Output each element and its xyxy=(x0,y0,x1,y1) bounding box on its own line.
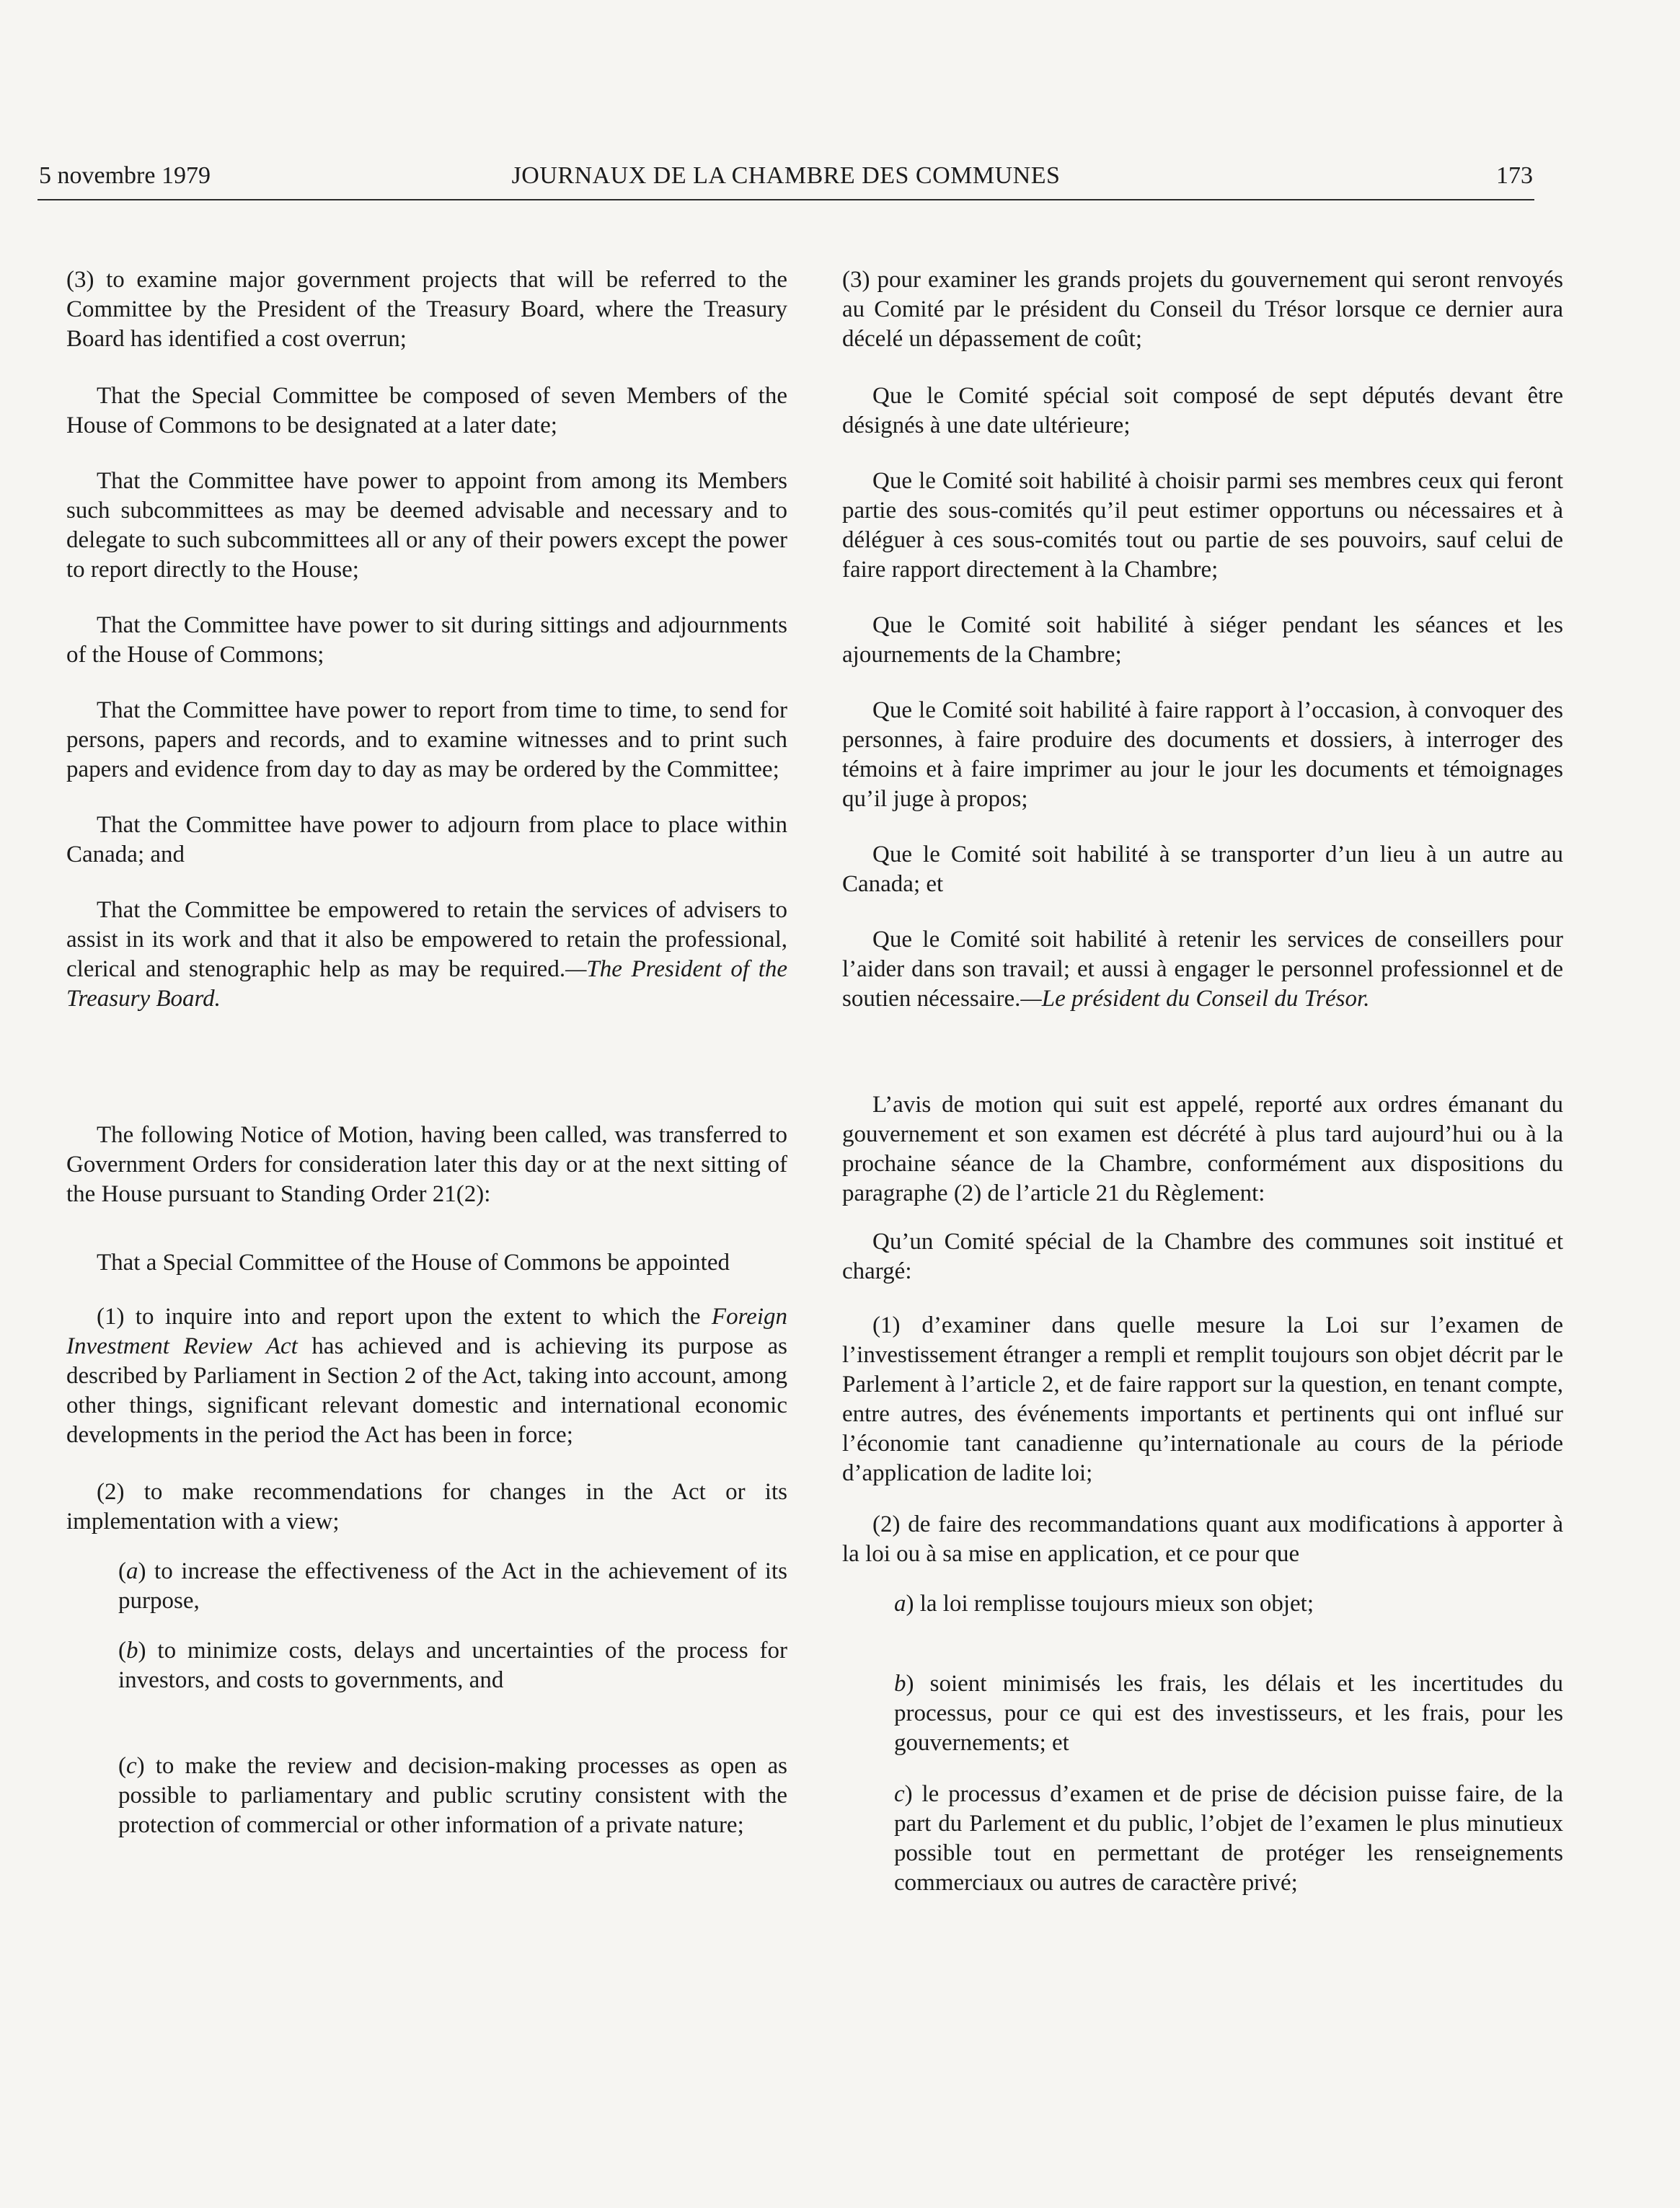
page-number: 173 xyxy=(1496,162,1533,189)
item-b-en: (b) to minimize costs, delays and uncertainties of the process for investors, and costs to governments, and xyxy=(118,1638,787,1693)
act-title: Foreign Investment Review Act xyxy=(66,1304,787,1359)
signature-fr: —Le président du Conseil du Trésor. xyxy=(1020,986,1370,1012)
clause-2-fr: (2) de faire des recommandations quant aux modifications à apporter à la loi ou à sa mise en application, et ce pour que xyxy=(842,1511,1563,1567)
clause-3-fr: (3) pour examiner les grands projets du gouvernement qui seront renvoyés au Comité par le président du Conseil du Trésor lorsque ce dernier aura décelé un dépassement de coût; xyxy=(842,267,1563,352)
item-c-fr: c) le processus d’examen et de prise de décision puisse faire, de la part du Parlement et du public, l’objet de l’examen le plus minutieux possible tout en permettant de protéger les renseignements commerciaux ou autres de caractère privé; xyxy=(894,1781,1563,1896)
sittings-paragraph-en: That the Committee have power to sit during sittings and adjournments of the House of Commons; xyxy=(66,612,787,668)
special-committee-en: That a Special Committee of the House of Commons be appointed xyxy=(97,1250,730,1276)
clause-1-fr: (1) d’examiner dans quelle mesure la Loi sur l’examen de l’investissement étranger a rempli et remplit toujours son objet décrit par le Parlement à l’article 2, et de faire rapport sur la question, en tenant compte, entre autres, des événements importants et pertinents qui ont influé sur l’économie tant canadienne qu’internationale au cours de la période d’application de ladite loi; xyxy=(842,1312,1563,1486)
running-header xyxy=(37,160,1534,200)
adjourn-paragraph-en: That the Committee have power to adjourn from place to place within Canada; and xyxy=(66,812,787,867)
advisers-paragraph-fr xyxy=(842,925,1563,1014)
english-column xyxy=(66,265,787,1840)
subcommittees-paragraph-fr: Que le Comité soit habilité à choisir parmi ses membres ceux qui feront partie des sous-comités qu’il peut estimer opportuns ou nécessaires et à déléguer à ces sous-comités tout ou partie de ses pouvoirs, sauf celui de faire rapport directement à la Chambre; xyxy=(842,468,1563,583)
item-c-en: (c) to make the review and decision-making processes as open as possible to parliamentary and public scrutiny consistent with the protection of commercial or other information of a private nature; xyxy=(118,1753,787,1838)
clause-2-en: (2) to make recommendations for changes in the Act or its implementation with a view; xyxy=(66,1479,787,1534)
header-title: JOURNAUX DE LA CHAMBRE DES COMMUNES xyxy=(511,162,1061,189)
french-column xyxy=(842,265,1563,1898)
subcommittees-paragraph-en: That the Committee have power to appoint from among its Members such subcommittees as may be deemed advisable and necessary and to delegate to such subcommittees all or any of their powers except the power to report directly to the House; xyxy=(66,468,787,583)
advisers-paragraph-en xyxy=(66,896,787,1014)
composition-paragraph-fr: Que le Comité spécial soit composé de sept députés devant être désignés à une date ultérieure; xyxy=(842,383,1563,438)
sittings-paragraph-fr: Que le Comité soit habilité à siéger pendant les séances et les ajournements de la Chambre; xyxy=(842,612,1563,668)
header-date: 5 novembre 1979 xyxy=(39,162,211,189)
special-committee-fr: Qu’un Comité spécial de la Chambre des communes soit institué et chargé: xyxy=(842,1229,1563,1284)
composition-paragraph-en: That the Special Committee be composed of seven Members of the House of Commons to be designated at a later date; xyxy=(66,383,787,438)
notice-of-motion-en: The following Notice of Motion, having been called, was transferred to Government Orders for consideration later this day or at the next sitting of the House pursuant to Standing Order 21(2): xyxy=(66,1122,787,1207)
adjourn-paragraph-fr: Que le Comité soit habilité à se transporter d’un lieu à un autre au Canada; et xyxy=(842,842,1563,897)
item-a-en: (a) to increase the effectiveness of the Act in the achievement of its purpose, xyxy=(118,1558,787,1614)
clause-1-en: (1) to inquire into and report upon the extent to which the Foreign Investment Review Act has achieved and is achieving its purpose as described by Parliament in Section 2 of the Act, taking into account, among other things, significant relevant domestic and international economic developments in the period the Act has been in force; xyxy=(66,1304,787,1448)
report-paragraph-en: That the Committee have power to report from time to time, to send for persons, papers and records, and to examine witnesses and to print such papers and evidence from day to day as may be ordered by the Committee; xyxy=(66,697,787,782)
item-b-fr: b) soient minimisés les frais, les délais et les incertitudes du processus, pour ce qui est des investisseurs, et les frais, pour les gouvernements; et xyxy=(894,1671,1563,1756)
report-paragraph-fr: Que le Comité soit habilité à faire rapport à l’occasion, à convoquer des personnes, à faire produire des documents et dossiers, à interroger des témoins et à faire imprimer au jour le jour les documents et témoignages qu’il juge à propos; xyxy=(842,697,1563,812)
advisers-text-en: That the Committee be empowered to retain the services of advisers to assist in its work and that it also be empowered to retain the professional, clerical and stenographic help as may be required. xyxy=(66,897,787,982)
notice-of-motion-fr: L’avis de motion qui suit est appelé, reporté aux ordres émanant du gouvernement et son examen est décrété à plus tard aujourd’hui ou à la prochaine séance de la Chambre, conformément aux dispositions du paragraphe (2) de l’article 21 du Règlement: xyxy=(842,1092,1563,1206)
advisers-text-fr: Que le Comité soit habilité à retenir les services de conseillers pour l’aider dans son travail; et aussi à engager le personnel professionnel et de soutien nécessaire. xyxy=(842,927,1563,1012)
clause-3-en: (3) to examine major government projects that will be referred to the Committee by the President of the Treasury Board, where the Treasury Board has identified a cost overrun; xyxy=(66,267,787,352)
signature-en: —The President of the Treasury Board. xyxy=(66,956,788,1012)
item-a-fr: a) la loi remplisse toujours mieux son objet; xyxy=(894,1591,1314,1617)
